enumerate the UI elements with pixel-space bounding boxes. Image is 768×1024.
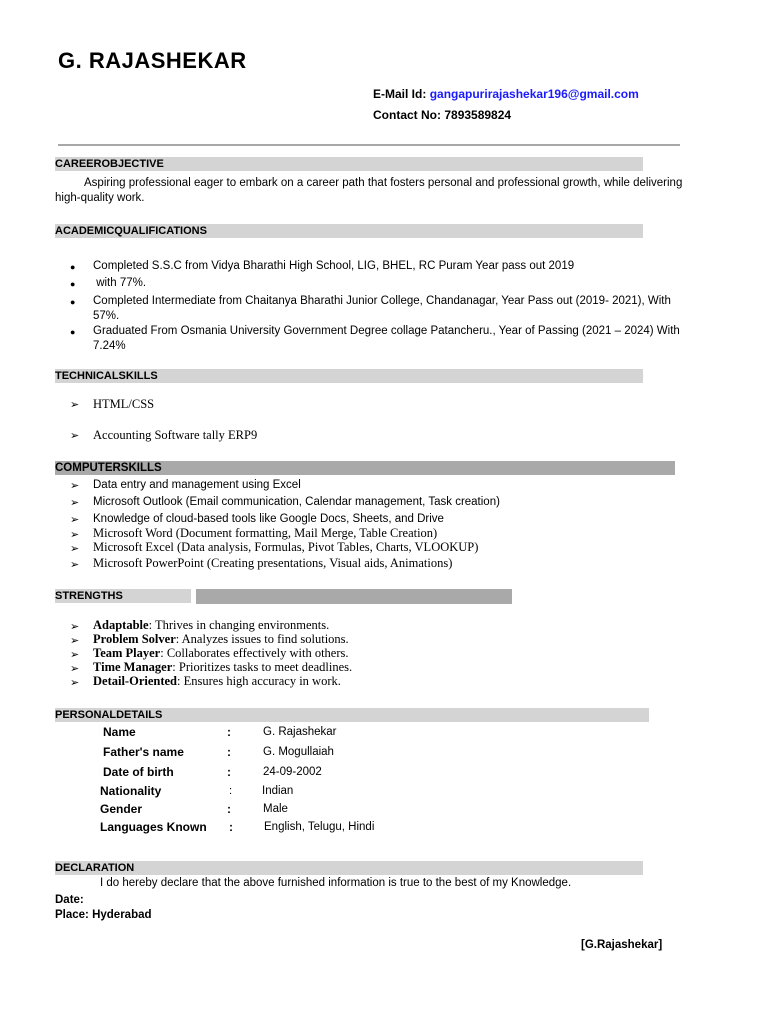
academic-item-cont: 57%.: [93, 310, 120, 322]
arrow-bullet-icon: ➢: [70, 542, 80, 555]
bullet-dot-icon: ●: [70, 297, 76, 307]
computer-skill-item: Knowledge of cloud-based tools like Google Docs, Sheets, and Drive: [93, 513, 444, 525]
objective-text-cont: high-quality work.: [55, 192, 145, 204]
section-declaration: DECLARATION: [55, 861, 643, 875]
email-line: [373, 87, 639, 101]
personal-label: Father's name: [103, 745, 184, 759]
personal-colon: :: [227, 802, 231, 816]
bullet-dot-icon: ●: [70, 262, 76, 272]
section-personal-details: PERSONALDETAILS: [55, 708, 649, 722]
arrow-bullet-icon: ➢: [70, 620, 80, 633]
email-link[interactable]: gangapurirajashekar196@gmail.com: [429, 87, 639, 101]
strength-desc: : Collaborates effectively with others.: [160, 646, 349, 660]
personal-label: Gender: [100, 802, 143, 816]
personal-value: Indian: [262, 785, 294, 797]
personal-value: 24-09-2002: [263, 766, 322, 778]
declaration-text: I do hereby declare that the above furnished information is true to the best of my Knowledge.: [100, 877, 572, 889]
personal-label: Languages Known: [100, 820, 207, 834]
academic-item: with 77%.: [93, 277, 147, 289]
academic-item: Completed S.S.C from Vidya Bharathi High School, LIG, BHEL, RC Puram Year pass out 2019: [93, 260, 575, 272]
personal-value: G. Rajashekar: [263, 726, 337, 738]
strengths-bar: [196, 589, 512, 604]
arrow-bullet-icon: ➢: [70, 558, 80, 571]
personal-value: G. Mogullaiah: [263, 746, 334, 758]
contact-label: Contact No:: [373, 108, 441, 122]
strength-title: Problem Solver: [93, 632, 176, 646]
academic-item: Graduated From Osmania University Government Degree collage Patancheru., Year of Passing (2021 – 2024) With: [93, 325, 680, 337]
personal-colon: :: [229, 785, 233, 797]
strength-title: Adaptable: [93, 618, 149, 632]
bullet-dot-icon: ●: [70, 327, 76, 337]
email-label: E-Mail Id:: [373, 87, 427, 101]
academic-item-cont: 7.24%: [93, 340, 126, 352]
computer-skill-item: Microsoft Excel (Data analysis, Formulas, Pivot Tables, Charts, VLOOKUP): [93, 540, 479, 554]
computer-skill-item: Microsoft Word (Document formatting, Mail Merge, Table Creation): [93, 526, 438, 540]
strength-desc: : Ensures high accuracy in work.: [177, 674, 341, 688]
strength-title: Time Manager: [93, 660, 173, 674]
strength-desc: : Prioritizes tasks to meet deadlines.: [172, 660, 353, 674]
place-label: Place: Hyderabad: [55, 909, 152, 921]
header-divider: [58, 144, 680, 146]
personal-label: Date of birth: [103, 765, 174, 779]
candidate-name: G. RAJASHEKAR: [58, 48, 247, 73]
bullet-dot-icon: ●: [70, 279, 76, 289]
strength-title: Detail-Oriented: [93, 674, 178, 688]
personal-label: Nationality: [100, 784, 162, 798]
section-career-objective: CAREEROBJECTIVE: [55, 157, 643, 171]
objective-text: Aspiring professional eager to embark on a career path that fosters personal and professional growth, while delivering: [84, 177, 683, 189]
contact-line: [373, 108, 511, 122]
arrow-bullet-icon: ➢: [70, 634, 80, 647]
computer-skill-item: Microsoft Outlook (Email communication, Calendar management, Task creation): [93, 496, 500, 508]
arrow-bullet-icon: ➢: [70, 676, 80, 689]
strength-desc: : Thrives in changing environments.: [148, 618, 330, 632]
personal-colon: :: [227, 745, 231, 759]
computer-skill-item: Data entry and management using Excel: [93, 479, 301, 491]
personal-colon: :: [229, 820, 233, 834]
personal-colon: :: [227, 725, 231, 739]
contact-number: 7893589824: [444, 108, 512, 122]
date-label: Date:: [55, 894, 84, 906]
section-computer-skills: COMPUTERSKILLS: [55, 461, 675, 475]
arrow-bullet-icon: ➢: [70, 398, 80, 411]
strength-item: [93, 646, 349, 661]
signature: [G.Rajashekar]: [581, 939, 663, 951]
strength-item: [93, 660, 352, 675]
academic-item: Completed Intermediate from Chaitanya Bharathi Junior College, Chandanagar, Year Pass out (2019- 2021), With: [93, 295, 671, 307]
arrow-bullet-icon: ➢: [70, 429, 80, 442]
technical-skill-item: HTML/CSS: [93, 397, 155, 411]
personal-label: Name: [103, 725, 136, 739]
arrow-bullet-icon: ➢: [70, 648, 80, 661]
personal-value: English, Telugu, Hindi: [264, 821, 375, 833]
computer-skill-item: Microsoft PowerPoint (Creating presentations, Visual aids, Animations): [93, 556, 453, 570]
section-technical-skills: TECHNICALSKILLS: [55, 369, 643, 383]
strength-item: [93, 618, 329, 633]
arrow-bullet-icon: ➢: [70, 662, 80, 675]
strength-desc: : Analyzes issues to find solutions.: [175, 632, 349, 646]
arrow-bullet-icon: ➢: [70, 479, 80, 492]
arrow-bullet-icon: ➢: [70, 496, 80, 509]
technical-skill-item: Accounting Software tally ERP9: [93, 428, 258, 442]
arrow-bullet-icon: ➢: [70, 513, 80, 526]
personal-colon: :: [227, 765, 231, 779]
strength-title: Team Player: [93, 646, 161, 660]
arrow-bullet-icon: ➢: [70, 528, 80, 541]
personal-value: Male: [263, 803, 288, 815]
section-strengths: STRENGTHS: [55, 589, 191, 603]
section-academic: ACADEMICQUALIFICATIONS: [55, 224, 643, 238]
strength-item: [93, 632, 349, 647]
strength-item: [93, 674, 341, 689]
